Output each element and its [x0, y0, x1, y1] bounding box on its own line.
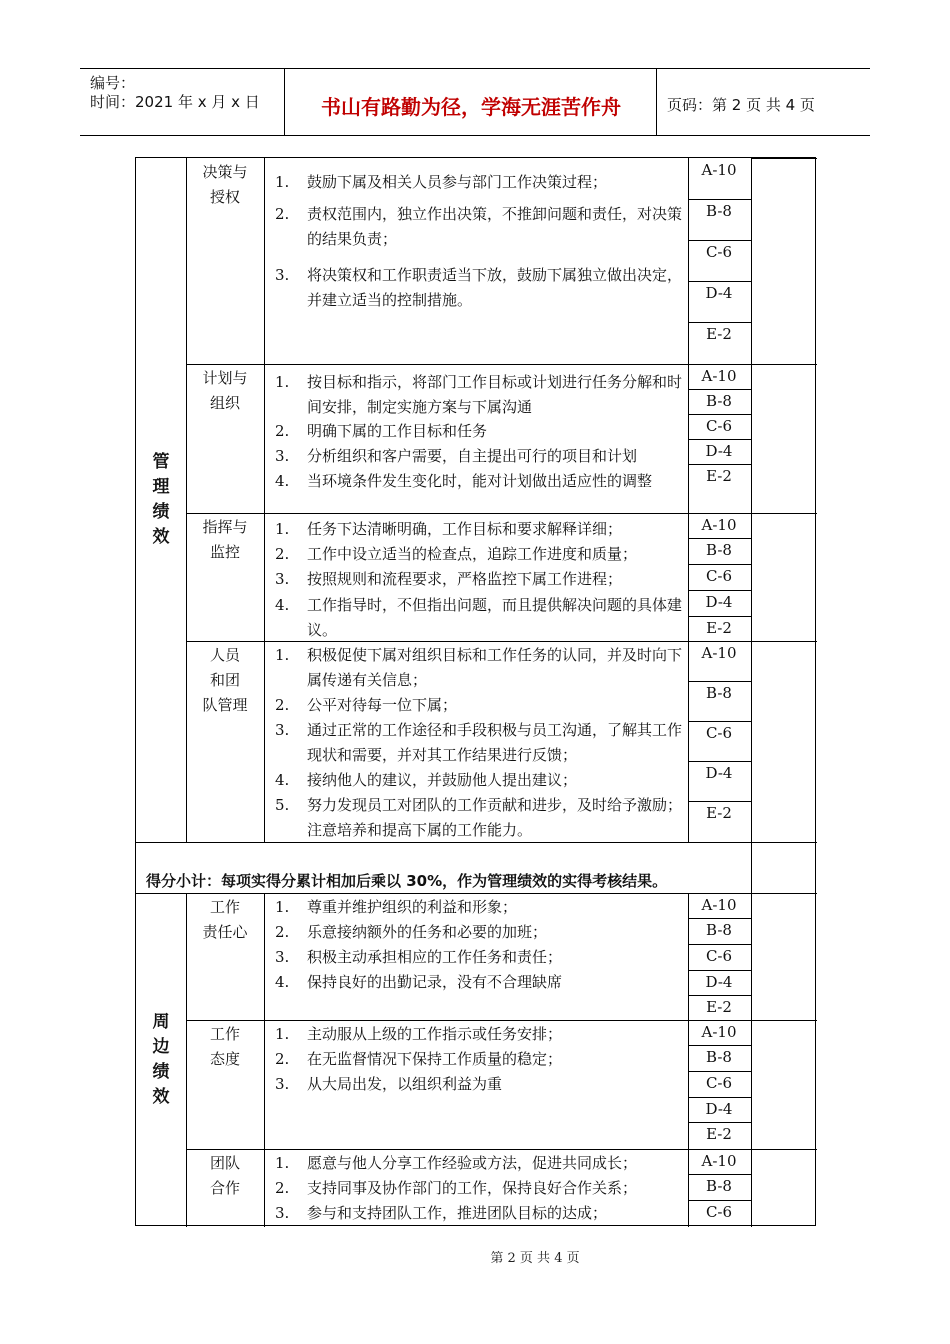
item-number: 2.	[275, 422, 290, 440]
grade-divider	[688, 414, 751, 415]
item-text: 乐意接纳额外的任务和必要的加班；	[307, 923, 548, 941]
header-meta	[80, 69, 284, 136]
grade-option[interactable]: B-8	[706, 541, 732, 559]
item-number: 4.	[275, 973, 290, 991]
item-text: 从大局出发，以组织利益为重	[307, 1075, 503, 1093]
subcategory-label: 人员 和团 队管理	[202, 646, 248, 714]
grade-divider	[688, 1045, 751, 1046]
item-text: 公平对待每一位下属；	[307, 696, 458, 714]
grade-divider	[688, 1200, 751, 1201]
number-label: 编号：	[90, 74, 136, 92]
grade-option[interactable]: C-6	[705, 1203, 733, 1221]
criteria-item	[269, 1022, 689, 1047]
item-number: 3.	[275, 266, 290, 284]
criteria-item	[269, 945, 689, 970]
item-text: 工作中设立适当的检查点，追踪工作进度和质量；	[307, 545, 638, 563]
item-text: 积极促使下属对组织目标和工作任务的认同，并及时向下属传递有关信息；	[307, 646, 683, 689]
item-text: 任务下达清晰明确，工作目标和要求解释详细；	[307, 520, 623, 538]
item-text: 愿意与他人分享工作经验或方法，促进共同成长；	[307, 1154, 638, 1172]
category-label: 周 边 绩 效	[152, 1012, 170, 1107]
criteria-item	[269, 567, 689, 592]
row-divider	[186, 641, 751, 642]
grade-divider	[688, 464, 751, 465]
time-label: 时间：2021 年 x 月 x 日	[90, 93, 260, 111]
item-number: 2.	[275, 696, 290, 714]
grade-option[interactable]: D-4	[705, 442, 733, 460]
grade-option[interactable]: E-2	[706, 998, 732, 1016]
grade-divider	[688, 761, 751, 762]
item-text: 努力发现员工对团队的工作贡献和进步，及时给予激励；注意培养和提高下属的工作能力。	[307, 796, 683, 839]
criteria-item	[269, 542, 689, 567]
item-number: 3.	[275, 948, 290, 966]
criteria-item	[269, 1151, 689, 1176]
item-number: 2.	[275, 545, 290, 563]
row-divider	[751, 641, 817, 642]
item-number: 2.	[275, 923, 290, 941]
item-text: 明确下属的工作目标和任务	[307, 422, 488, 440]
item-number: 1.	[275, 1025, 290, 1043]
criteria-item	[269, 517, 689, 542]
subcategory-label: 计划与 组织	[202, 369, 248, 412]
grade-option[interactable]: A-10	[701, 1152, 737, 1170]
criteria-item	[269, 1201, 689, 1226]
grade-option[interactable]: C-6	[705, 947, 733, 965]
item-text: 接纳他人的建议，并鼓励他人提出建议；	[307, 771, 578, 789]
grade-divider	[688, 944, 751, 945]
item-number: 2.	[275, 205, 290, 223]
grade-divider	[688, 721, 751, 722]
item-text: 在无监督情况下保持工作质量的稳定；	[307, 1050, 563, 1068]
grade-option[interactable]: A-10	[701, 896, 737, 914]
item-text: 将决策权和工作职责适当下放，鼓励下属独立做出决定，并建立适当的控制措施。	[307, 266, 683, 309]
grade-divider	[688, 199, 751, 200]
item-number: 3.	[275, 570, 290, 588]
page-header	[80, 68, 870, 136]
grade-divider	[688, 240, 751, 241]
grade-option[interactable]: E-2	[706, 619, 732, 637]
item-text: 参与和支持团队工作，推进团队目标的达成；	[307, 1204, 608, 1222]
row-divider	[186, 1149, 751, 1150]
criteria-item	[269, 1176, 689, 1201]
item-number: 1.	[275, 520, 290, 538]
row-divider	[751, 893, 817, 894]
grade-option[interactable]: B-8	[706, 1177, 732, 1195]
criteria-item	[269, 263, 689, 313]
grade-option[interactable]: C-6	[705, 724, 733, 742]
row-divider	[751, 1020, 817, 1021]
grade-option[interactable]: E-2	[706, 804, 732, 822]
subcategory-label: 指挥与 监控	[202, 518, 248, 561]
item-number: 3.	[275, 721, 290, 739]
item-text: 尊重并维护组织的利益和形象；	[307, 898, 518, 916]
item-number: 2.	[275, 1050, 290, 1068]
grade-option[interactable]: D-4	[705, 973, 733, 991]
grade-divider	[688, 590, 751, 591]
page-info: 页码：第 2 页 共 4 页	[667, 96, 815, 114]
grade-divider	[688, 322, 751, 323]
criteria-item	[269, 469, 689, 494]
grade-option[interactable]: B-8	[706, 921, 732, 939]
criteria-item	[269, 444, 689, 469]
criteria-item	[269, 693, 689, 718]
criteria-item	[269, 718, 689, 768]
row-divider	[751, 1149, 817, 1150]
criteria-item	[269, 1047, 689, 1072]
subcategory-label: 工作 责任心	[202, 898, 248, 941]
row-divider	[186, 1020, 751, 1021]
criteria-item	[269, 370, 689, 420]
grade-option[interactable]: E-2	[706, 325, 732, 343]
item-text: 鼓励下属及相关人员参与部门工作决策过程；	[307, 173, 608, 191]
grade-option[interactable]: B-8	[706, 392, 732, 410]
grade-divider	[688, 681, 751, 682]
item-number: 4.	[275, 596, 290, 614]
criteria-item	[269, 1072, 689, 1097]
criteria-item	[269, 643, 689, 693]
grade-option[interactable]: D-4	[705, 284, 733, 302]
grade-option[interactable]: A-10	[701, 367, 737, 385]
item-number: 4.	[275, 472, 290, 490]
grade-divider	[688, 918, 751, 919]
grade-divider	[688, 389, 751, 390]
item-text: 积极主动承担相应的工作任务和责任；	[307, 948, 563, 966]
grade-option[interactable]: B-8	[706, 1048, 732, 1066]
evaluation-table	[135, 157, 816, 1226]
subcategory-label: 团队 合作	[209, 1154, 240, 1197]
item-number: 2.	[275, 1179, 290, 1197]
subtotal-note: 得分小计：每项实得分累计相加后乘以 30%，作为管理绩效的实得考核结果。	[146, 872, 668, 890]
row-divider	[136, 893, 817, 894]
item-text: 当环境条件发生变化时，能对计划做出适应性的调整	[307, 472, 653, 490]
column-divider	[264, 893, 265, 1227]
grade-divider	[688, 1097, 751, 1098]
grade-divider	[688, 439, 751, 440]
item-number: 1.	[275, 898, 290, 916]
item-number: 1.	[275, 646, 290, 664]
item-text: 分析组织和客户需要，自主提出可行的项目和计划	[307, 447, 638, 465]
criteria-item	[269, 920, 689, 945]
criteria-item	[269, 202, 689, 252]
item-text: 主动服从上级的工作指示或任务安排；	[307, 1025, 563, 1043]
item-number: 1.	[275, 1154, 290, 1172]
grade-option[interactable]: A-10	[701, 1023, 737, 1041]
page-footer: 第 2 页 共 4 页	[490, 1251, 580, 1266]
grade-option[interactable]: E-2	[706, 1125, 732, 1143]
item-text: 保持良好的出勤记录，没有不合理缺席	[307, 973, 563, 991]
grade-option[interactable]: C-6	[705, 417, 733, 435]
grade-option[interactable]: C-6	[705, 1074, 733, 1092]
item-text: 支持同事及协作部门的工作，保持良好合作关系；	[307, 1179, 638, 1197]
grade-divider	[688, 564, 751, 565]
grade-option[interactable]: D-4	[705, 1100, 733, 1118]
subcategory-label: 决策与 授权	[202, 163, 248, 206]
criteria-item	[269, 970, 689, 995]
item-text: 通过正常的工作途径和手段积极与员工沟通，了解其工作现状和需要，并对其工作结果进行反馈；	[307, 721, 683, 764]
criteria-item	[269, 793, 689, 843]
row-divider	[751, 364, 817, 365]
grade-option[interactable]: D-4	[705, 764, 733, 782]
criteria-item	[269, 895, 689, 920]
grade-divider	[688, 538, 751, 539]
grade-divider	[688, 801, 751, 802]
grade-option[interactable]: A-10	[701, 516, 737, 534]
column-divider	[751, 158, 752, 1227]
grade-option[interactable]: C-6	[705, 243, 733, 261]
criteria-item	[269, 419, 689, 444]
grade-divider	[688, 1071, 751, 1072]
grade-divider	[688, 281, 751, 282]
item-text: 责权范围内，独立作出决策，不推卸问题和责任，对决策的结果负责；	[307, 205, 683, 248]
grade-option[interactable]: D-4	[705, 593, 733, 611]
item-text: 工作指导时，不但指出问题，而且提供解决问题的具体建议。	[307, 596, 683, 639]
grade-option[interactable]: C-6	[705, 567, 733, 585]
subcategory-label: 工作 态度	[209, 1025, 240, 1068]
category-label: 管 理 绩 效	[152, 452, 170, 547]
row-divider	[751, 513, 817, 514]
header-motto: 书山有路勤为径，学海无涯苦作舟	[321, 95, 621, 119]
grade-divider	[688, 970, 751, 971]
grade-option[interactable]: A-10	[701, 644, 737, 662]
row-divider	[751, 158, 817, 159]
grade-option[interactable]: A-10	[701, 161, 737, 179]
item-number: 1.	[275, 373, 290, 391]
grade-divider	[688, 995, 751, 996]
criteria-item	[269, 768, 689, 793]
item-number: 3.	[275, 1075, 290, 1093]
grade-divider	[688, 1122, 751, 1123]
column-divider	[264, 158, 265, 842]
row-divider	[186, 364, 751, 365]
grade-divider	[688, 616, 751, 617]
item-number: 3.	[275, 447, 290, 465]
grade-option[interactable]: B-8	[706, 684, 732, 702]
grade-option[interactable]: E-2	[706, 467, 732, 485]
item-text: 按目标和指示，将部门工作目标或计划进行任务分解和时间安排，制定实施方案与下属沟通	[307, 373, 683, 416]
item-number: 4.	[275, 771, 290, 789]
item-number: 5.	[275, 796, 290, 814]
grade-option[interactable]: B-8	[706, 202, 732, 220]
criteria-item	[269, 170, 689, 195]
column-divider	[186, 158, 187, 842]
item-number: 3.	[275, 1204, 290, 1222]
item-number: 1.	[275, 173, 290, 191]
grade-divider	[688, 1174, 751, 1175]
criteria-item	[269, 593, 689, 643]
row-divider	[186, 513, 751, 514]
item-text: 按照规则和流程要求，严格监控下属工作进程；	[307, 570, 623, 588]
